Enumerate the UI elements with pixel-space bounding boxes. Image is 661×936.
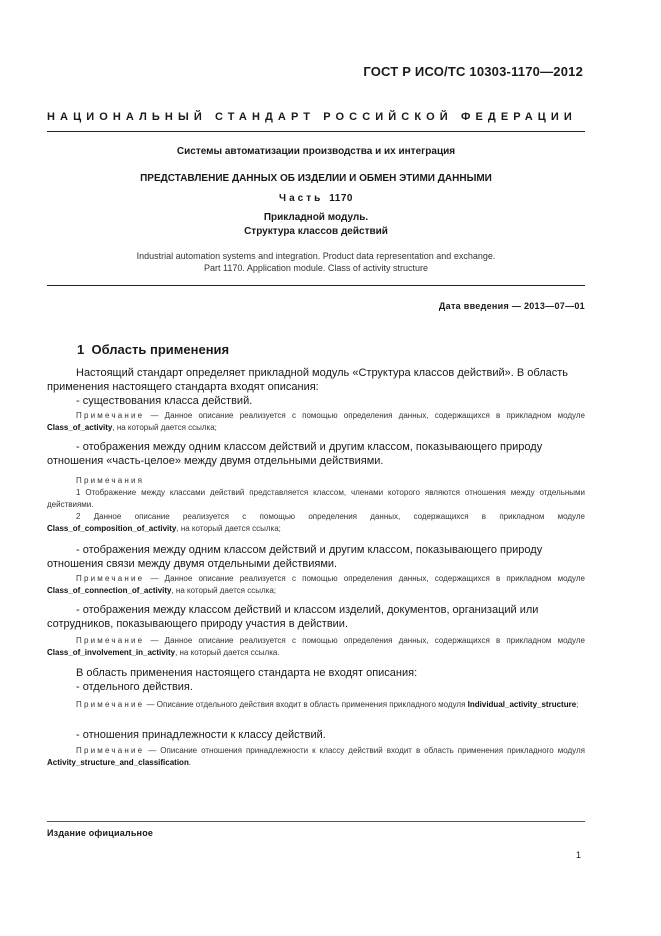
part-title	[47, 193, 585, 204]
note-5-tail: ;	[576, 700, 579, 709]
note-3-module: Class_of_connection_of_activity	[47, 586, 172, 595]
note-1-text: — Данное описание реализуется с помощью определения данных, содержащихся в прикладном модуле	[150, 411, 585, 420]
exclusion-item-2: - отношения принадлежности к классу действий.	[76, 729, 326, 741]
english-title	[47, 250, 585, 274]
section-number: 1	[77, 342, 85, 357]
note-6-tail: .	[188, 758, 192, 767]
note-4-text: — Данное описание реализуется с помощью определения данных, содержащихся в прикладном модуле	[150, 636, 585, 645]
english-title-line1: Industrial automation systems and integration. Product data representation and exchange.	[136, 251, 496, 261]
scope-item-1: - существования класса действий.	[76, 395, 253, 407]
note-3-text: — Данное описание реализуется с помощью определения данных, содержащихся в прикладном модуле	[150, 574, 585, 583]
note-6-module: Activity_structure_and_classification	[47, 758, 189, 767]
module-title-line2: Структура классов действий	[244, 226, 388, 237]
note-5	[47, 699, 585, 711]
page-number: 1	[575, 850, 581, 860]
section-heading	[77, 342, 229, 357]
note-label: Примечание	[76, 746, 145, 755]
introduction-date: Дата введения — 2013—07—01	[438, 301, 585, 311]
scope-item-3: - отображения между одним классом действий и другим классом, показывающего природу отношения связи между двумя отдельными действиями.	[47, 544, 543, 570]
document-number: ГОСТ Р ИСО/ТС 10303-1170—2012	[363, 64, 583, 79]
note-2-1: 1 Отображение между классами действий представляется классом, членами которого являются отношения между отдельными действиями.	[47, 488, 585, 509]
note-3-tail: , на который дается ссылка;	[171, 586, 276, 595]
part-number: 1170	[329, 193, 353, 204]
note-label: Примечание	[76, 700, 145, 709]
note-2-2-text: 2 Данное описание реализуется с помощью определения данных, содержащихся в прикладном модуле	[76, 512, 585, 521]
exclusion-item-1: - отдельного действия.	[76, 681, 193, 693]
note-1-tail: , на который дается ссылка;	[112, 423, 217, 432]
scope-paragraph: Настоящий стандарт определяет прикладной модуль «Структура классов действий». В область применения настоящего стандарта входят описания:	[47, 367, 569, 393]
module-title-line1: Прикладной модуль.	[263, 212, 369, 223]
note-2-2	[47, 511, 585, 535]
section-title: Область применения	[91, 342, 230, 357]
note-6	[47, 745, 585, 769]
note-label: Примечание	[76, 574, 145, 583]
national-standard-heading: НАЦИОНАЛЬНЫЙ СТАНДАРТ РОССИЙСКОЙ ФЕДЕРАЦИИ	[47, 111, 577, 123]
part-word: Часть	[279, 193, 324, 204]
note-label: Примечание	[76, 411, 145, 420]
exclusions-paragraph: В область применения настоящего стандарта не входят описания:	[76, 667, 418, 679]
note-2-2-tail: , на который дается ссылка;	[176, 524, 281, 533]
notes-heading	[47, 475, 585, 487]
note-4-tail: , на который дается ссылка.	[175, 648, 280, 657]
note-4	[47, 635, 585, 659]
note-3	[47, 573, 585, 597]
title-rule	[47, 285, 585, 286]
note-label: Примечание	[76, 636, 145, 645]
english-title-line2: Part 1170. Application module. Class of activity structure	[204, 263, 428, 273]
note-4-module: Class_of_involvement_in_activity	[47, 648, 176, 657]
scope-item-4: - отображения между классом действий и классом изделий, документов, организаций или сотрудников, показывающего природу участия в действии.	[47, 604, 539, 630]
notes-label: Примечания	[76, 476, 145, 485]
header-rule	[47, 131, 585, 132]
note-2-2-module: Class_of_composition_of_activity	[47, 524, 177, 533]
note-1-module: Class_of_activity	[47, 423, 113, 432]
edition-label: Издание официальное	[47, 828, 154, 838]
scope-item-2: - отображения между одним классом действий и другим классом, показывающего природу отношения «часть-целое» между двумя отдельными действиями.	[47, 441, 543, 467]
note-1	[47, 410, 585, 434]
main-title: ПРЕДСТАВЛЕНИЕ ДАННЫХ ОБ ИЗДЕЛИИ И ОБМЕН ЭТИМИ ДАННЫМИ	[140, 173, 492, 184]
note-5-module: Individual_activity_structure	[467, 700, 577, 709]
module-title	[47, 211, 585, 239]
footer-rule	[47, 821, 585, 822]
note-5-text: — Описание отдельного действия входит в область применения прикладного модуля	[146, 700, 466, 709]
series-title: Системы автоматизации производства и их интеграция	[176, 146, 456, 157]
note-6-text: — Описание отношения принадлежности к классу действий входит в область применения прикладного модуля	[148, 746, 585, 755]
